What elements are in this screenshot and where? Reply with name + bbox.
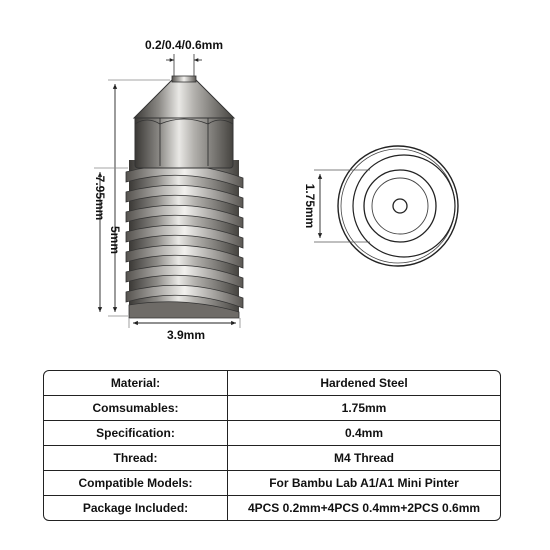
spec-label: Package Included: [44,496,228,520]
orifice-label: 0.2/0.4/0.6mm [144,38,224,52]
spec-label: Compatible Models: [44,471,228,496]
spec-value: 1.75mm [228,396,500,421]
nozzle-tip [134,76,234,118]
nozzle-top-view [338,146,458,266]
nozzle-hex [135,116,233,168]
thread-length-label: 5mm [108,225,122,255]
width-label: 3.9mm [166,328,206,342]
table-row [44,371,500,396]
spec-value: 4PCS 0.2mm+4PCS 0.4mm+2PCS 0.6mm [247,501,481,515]
spec-label: Specification: [44,421,228,446]
spec-label: Comsumables: [44,396,228,421]
table-row [44,421,500,446]
nozzle-side-view [126,76,243,318]
table-row [44,396,500,421]
spec-table [43,370,501,521]
orifice-dimension [145,38,223,76]
width-dimension [129,318,240,342]
total-length-label: 7.95mm [93,175,107,221]
table-row [44,471,500,496]
spec-label: Material: [44,371,228,396]
filament-label: 1.75mm [303,183,317,229]
table-row [44,446,500,471]
spec-value: For Bambu Lab A1/A1 Mini Pinter [228,471,500,496]
spec-value: M4 Thread [228,446,500,471]
spec-value: 0.4mm [228,421,500,446]
spec-label: Thread: [44,446,228,471]
spec-value: Hardened Steel [228,371,500,396]
nozzle-thread [126,160,243,318]
table-row [44,496,500,520]
